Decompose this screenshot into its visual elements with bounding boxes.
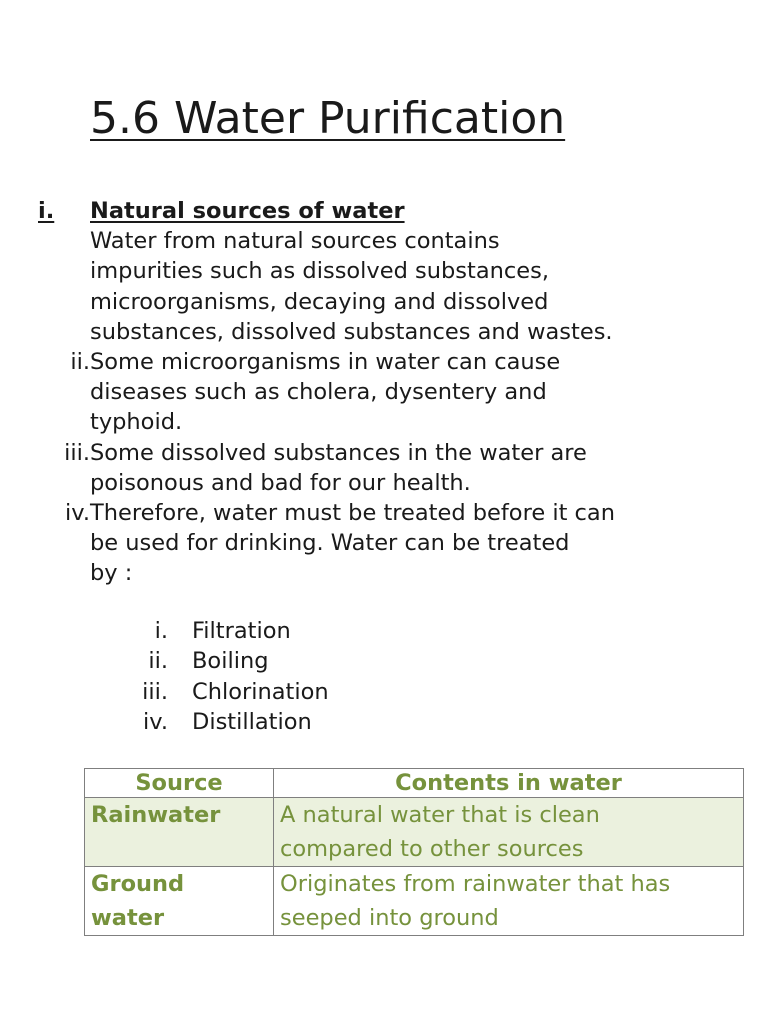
text-line: diseases such as cholera, dysentery and	[90, 379, 547, 406]
treatment-label: Distillation	[192, 709, 312, 736]
contents-cell	[274, 867, 744, 936]
treatment-item-boiling	[0, 646, 500, 676]
contents-text: compared to other sources	[280, 836, 584, 862]
table-header-row	[85, 769, 744, 798]
list-marker: iii.	[142, 678, 168, 705]
source-text: Ground	[91, 871, 185, 897]
text-line: Water from natural sources contains	[90, 228, 500, 255]
text-line: typhoid.	[90, 409, 183, 436]
list-item	[0, 347, 720, 438]
source-text: Rainwater	[91, 802, 221, 828]
text-line: by :	[90, 560, 133, 587]
text-line: poisonous and bad for our health.	[90, 469, 471, 496]
source-cell	[85, 867, 274, 936]
text-line: Some dissolved substances in the water are	[90, 439, 587, 466]
treatment-label: Chlorination	[192, 678, 329, 705]
water-sources-table	[84, 768, 744, 936]
source-cell	[85, 798, 274, 867]
treatment-label: Filtration	[192, 618, 291, 644]
treatment-label: Boiling	[192, 648, 269, 675]
text-line: substances, dissolved substances and wastes.	[90, 318, 613, 345]
list-marker: i.	[154, 618, 168, 644]
list-marker: i.	[38, 198, 55, 224]
treatment-list	[0, 616, 500, 738]
column-header-source: Source	[85, 769, 274, 798]
list-item	[0, 438, 720, 498]
column-header-contents: Contents in water	[274, 769, 744, 798]
section-heading: Natural sources of water	[90, 198, 405, 224]
treatment-item-filtration	[0, 616, 500, 646]
contents-text: A natural water that is clean	[280, 802, 600, 828]
treatment-item-chlorination	[0, 677, 500, 707]
list-marker: iv.	[143, 709, 168, 736]
list-item	[0, 498, 720, 589]
list-marker: ii.	[70, 349, 90, 376]
treatment-item-distillation	[0, 707, 500, 737]
text-line: impurities such as dissolved substances,	[90, 258, 549, 285]
page-title: 5.6 Water Purification	[90, 93, 566, 144]
list-marker: iv.	[65, 500, 90, 527]
list-marker: ii.	[148, 648, 168, 675]
text-line: Some microorganisms in water can cause	[90, 349, 561, 376]
table-row	[85, 867, 744, 936]
text-line: Therefore, water must be treated before it can	[90, 500, 615, 527]
contents-text: Originates from rainwater that has	[280, 871, 671, 897]
main-list	[0, 196, 720, 589]
text-line: microorganisms, decaying and dissolved	[90, 288, 549, 315]
contents-text: seeped into ground	[280, 905, 499, 931]
list-item	[0, 196, 720, 347]
contents-cell	[274, 798, 744, 867]
table-row	[85, 798, 744, 867]
text-line: be used for drinking. Water can be treated	[90, 530, 570, 557]
list-marker: iii.	[64, 439, 90, 466]
source-text: water	[91, 905, 165, 931]
